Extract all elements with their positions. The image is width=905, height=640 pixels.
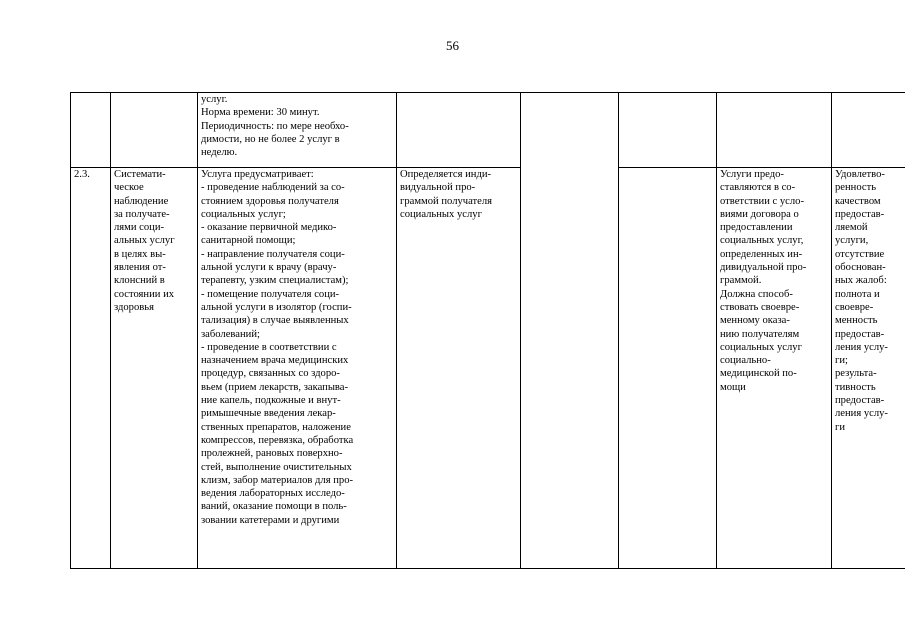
service-name: Системати- ческое наблюдение за получате- лями соци- альных услуг в целях вы- явления от- клонсний в состоянии их здоровья — [114, 169, 175, 313]
cell-number — [71, 168, 111, 569]
cell-quality — [832, 168, 905, 569]
table-row-continuation — [71, 93, 905, 168]
description-cont-line-1: услуг. — [201, 94, 228, 105]
service-quality: Удовлетво- ренность качеством предостав- ляемой услуги, отсутствие обоснован- ных жалоб: полнота и своевре- менность предостав- ления услу- ги; результа- тивность предостав- ления услу- ги — [835, 169, 888, 433]
cell-col6-cont — [619, 93, 717, 168]
service-volume: Определяется инди- видуальной про- граммой получателя социальных услуг — [400, 169, 493, 220]
page-number: 56 — [446, 38, 459, 53]
cell-quality-cont — [832, 93, 905, 168]
service-description: Услуга предусматривает: - проведение наблюдений за со- стоянием здоровья получателя социальных услуг; - оказание первичной медико- санитарной помощи; - направление получателя соци- альной услуги к врачу (врачу- терапевту, узким специалистам); - помещение получателя соци- альной услуги в изолятор (госпи- тализация) в случае выявленных заболеваний; - проведение в соответствии с назначением врача медицинских процедур, связанных со здоро- вьем (прием лекарств, закапыва- ние капель, подкожные и внут- римышечные введения лекар- ственных препаратов, наложение компрессов, перевязка, обработка пролежней, рановых поверхно- стей, выполнение очистительных клизм, забор материалов для про- ведения лабораторных исследо- ваний, оказание помощи в поль- зовании катетерами и другими — [201, 169, 354, 526]
cell-description — [198, 168, 397, 569]
description-cont-line-3: Периодичность: по мере необхо- димости, но не более 2 услуг в неделю. — [201, 120, 349, 159]
cell-name — [111, 168, 198, 569]
cell-conditions-cont — [717, 93, 832, 168]
cell-volume-cont — [397, 93, 521, 168]
cell-name-cont — [111, 93, 198, 168]
cell-description-cont — [198, 93, 397, 168]
cell-number-cont — [71, 93, 111, 168]
cell-col6 — [619, 168, 717, 569]
services-table — [70, 92, 905, 569]
row-number: 2.3. — [74, 169, 90, 180]
cell-conditions — [717, 168, 832, 569]
cell-col5-merged — [521, 93, 619, 569]
table-row-2-3 — [71, 168, 905, 569]
cell-volume — [397, 168, 521, 569]
description-cont-line-2: Норма времени: 30 минут. — [201, 107, 320, 119]
service-conditions: Услуги предо- ставляются в со- ответствии с усло- виями договора о предоставлении социальных услуг, определенных ин- дивидуальной про- граммой. Должна способ- ствовать своевре- менному оказа- нию получателям социальных услуг социально- медицинской по- мощи — [720, 169, 807, 393]
